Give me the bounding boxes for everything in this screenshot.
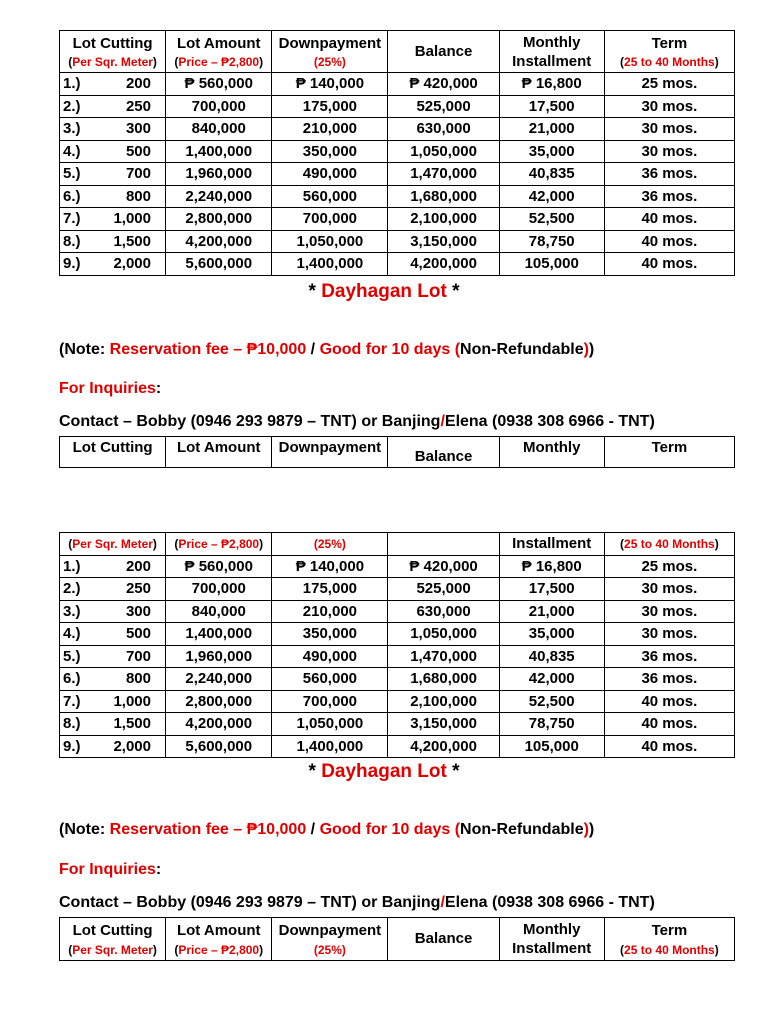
paren: ): [714, 55, 719, 70]
lot-size: 700: [125, 165, 151, 182]
paren: (: [68, 942, 73, 957]
lot-cutting-sub-text: Per Sqr. Meter: [72, 536, 153, 551]
row-number: 6.): [63, 670, 81, 687]
lot-amount-cell: 1,400,000: [166, 623, 272, 646]
inquiries-label-2: [59, 861, 161, 879]
monthly-cell: ₱ 16,800: [499, 73, 604, 96]
term-cell: 40 mos.: [604, 253, 734, 276]
monthly-cell: 42,000: [499, 668, 604, 691]
downpayment-cell: ₱ 140,000: [272, 555, 388, 578]
balance-header: [388, 31, 499, 73]
downpayment-label: Downpayment: [278, 439, 382, 456]
lot-cutting-cell: [60, 735, 166, 758]
lot-amount-header: [166, 918, 272, 961]
monthly-cell: 78,750: [499, 230, 604, 253]
installment-cell: [499, 533, 604, 556]
table-row: [60, 623, 735, 646]
table-row: [60, 735, 735, 758]
lot-amount-label: Lot Amount: [176, 439, 261, 456]
note-open: (Note:: [59, 341, 110, 358]
downpayment-cell: 560,000: [272, 185, 388, 208]
table-row: [60, 140, 735, 163]
paren: (: [174, 55, 179, 70]
lot-cutting-cell: [60, 668, 166, 691]
downpayment-header: [272, 437, 388, 468]
lot-amount-cell: 4,200,000: [166, 230, 272, 253]
term-sub-text: 25 to 40 Months: [624, 536, 715, 551]
monthly-cell: 42,000: [499, 185, 604, 208]
lot-size: 800: [125, 187, 151, 205]
price-table-1: [59, 30, 735, 276]
balance-cell: 525,000: [388, 578, 499, 601]
term-cell: 30 mos.: [604, 600, 734, 623]
paren: ): [714, 536, 719, 551]
monthly-cell: 35,000: [499, 623, 604, 646]
note-slash: /: [306, 821, 320, 838]
lot-cutting-sub-cell: [60, 533, 166, 556]
monthly-cell: 52,500: [499, 690, 604, 713]
lot-size: 2,000: [113, 737, 151, 755]
lot-amount-header: [166, 31, 272, 73]
downpayment-cell: 350,000: [272, 623, 388, 646]
lot-cutting-cell: [60, 713, 166, 736]
lot-amount-sub-text: Price – ₱2,800: [178, 942, 260, 957]
lot-size: 1,500: [113, 232, 151, 250]
lot-size: 300: [125, 602, 151, 620]
monthly-cell: 21,000: [499, 118, 604, 141]
lot-cutting-cell: [60, 140, 166, 163]
term-cell: 30 mos.: [604, 118, 734, 141]
row-number: 5.): [63, 647, 81, 665]
table-row: [60, 163, 735, 186]
lot-cutting-cell: [60, 253, 166, 276]
monthly-cell: 21,000: [499, 600, 604, 623]
contact-slash: /: [440, 894, 445, 911]
downpayment-header: [272, 31, 388, 73]
table-row: [60, 578, 735, 601]
lot-amount-cell: 700,000: [166, 95, 272, 118]
inquiries-text: For Inquiries: [59, 380, 156, 397]
paren: ): [259, 55, 264, 70]
downpayment-label: Downpayment: [278, 922, 382, 940]
row-number: 5.): [63, 165, 81, 182]
contact-part2: Elena (0938 308 6966 - TNT): [444, 894, 655, 911]
downpayment-sub: (25%): [313, 536, 346, 551]
row-number: 4.): [63, 625, 81, 642]
row-number: 2.): [63, 580, 81, 597]
table-row: [60, 555, 735, 578]
table-row: [60, 253, 735, 276]
star: *: [308, 281, 322, 302]
lot-amount-cell: 5,600,000: [166, 253, 272, 276]
reservation-note-1: [59, 341, 594, 359]
note-open: (Note:: [59, 821, 110, 838]
lot-amount-sub-text: Price – ₱2,800: [178, 536, 260, 551]
downpayment-sub: (25%): [313, 55, 346, 70]
lot-size: 700: [125, 647, 151, 665]
table-body: [60, 73, 735, 276]
contact-part1: Contact – Bobby (0946 293 9879 – TNT) or Banjing: [59, 894, 441, 911]
row-number: 1.): [63, 557, 81, 575]
row-number: 7.): [63, 210, 81, 227]
row-number: 8.): [63, 232, 81, 250]
downpayment-cell: 175,000: [272, 578, 388, 601]
paren: (: [620, 55, 625, 70]
lot-size: 500: [125, 142, 151, 160]
dayhagan-lot-title-2: [0, 761, 768, 783]
term-sub-text: 25 to 40 Months: [624, 942, 715, 957]
table-row: [60, 713, 735, 736]
lot-amount-sub-text: Price – ₱2,800: [178, 55, 260, 70]
paren: ): [259, 942, 264, 957]
term-cell: 36 mos.: [604, 645, 734, 668]
lot-amount-sub-cell: [166, 533, 272, 556]
lot-cutting-header: [60, 31, 166, 73]
balance-cell: 1,680,000: [388, 185, 499, 208]
contact-slash: /: [440, 413, 445, 430]
lot-cutting-cell: [60, 73, 166, 96]
lot-cutting-label: Lot Cutting: [72, 34, 153, 52]
monthly-cell: 105,000: [499, 735, 604, 758]
lot-amount-cell: 2,240,000: [166, 185, 272, 208]
balance-label: Balance: [414, 42, 473, 60]
paren: (: [68, 536, 73, 551]
table-row: [60, 118, 735, 141]
monthly-cell: 17,500: [499, 578, 604, 601]
lot-cutting-cell: [60, 95, 166, 118]
lot-cutting-header: [60, 918, 166, 961]
lot-cutting-sub-text: Per Sqr. Meter: [72, 942, 153, 957]
balance-header: [388, 437, 499, 468]
star: *: [446, 761, 460, 782]
term-cell: 30 mos.: [604, 95, 734, 118]
balance-label: Balance: [414, 930, 473, 948]
downpayment-cell: 1,400,000: [272, 253, 388, 276]
term-cell: 36 mos.: [604, 668, 734, 691]
monthly-header: [499, 437, 604, 468]
row-number: 7.): [63, 692, 81, 710]
lot-amount-cell: 1,960,000: [166, 645, 272, 668]
row-number: 8.): [63, 715, 81, 732]
monthly-cell: ₱ 16,800: [499, 555, 604, 578]
note-nonref: Non-Refundable: [460, 821, 584, 838]
star: *: [308, 761, 322, 782]
table-subheader-row: [60, 533, 735, 556]
lot-cutting-cell: [60, 578, 166, 601]
table-header-row: [60, 31, 735, 73]
downpayment-header: [272, 918, 388, 961]
downpayment-cell: 1,400,000: [272, 735, 388, 758]
term-cell: 30 mos.: [604, 578, 734, 601]
row-number: 6.): [63, 187, 81, 205]
downpayment-cell: 490,000: [272, 163, 388, 186]
contact-line-1: [59, 413, 655, 431]
lot-size: 200: [125, 75, 151, 92]
lot-size: 300: [125, 120, 151, 137]
lot-size: 1,000: [113, 692, 151, 710]
balance-cell: 525,000: [388, 95, 499, 118]
lot-cutting-cell: [60, 600, 166, 623]
lot-amount-cell: 5,600,000: [166, 735, 272, 758]
lot-cutting-header: [60, 437, 166, 468]
header-only-table: [59, 436, 735, 468]
inquiries-label-1: [59, 380, 161, 398]
lot-size: 250: [125, 97, 151, 115]
monthly-cell: 78,750: [499, 713, 604, 736]
balance-cell: 1,680,000: [388, 668, 499, 691]
lot-cutting-label: Lot Cutting: [72, 922, 153, 940]
lot-size: 800: [125, 670, 151, 687]
row-number: 9.): [63, 255, 81, 272]
term-cell: 36 mos.: [604, 185, 734, 208]
paren: (: [68, 55, 73, 70]
colon: :: [155, 861, 162, 878]
downpayment-cell: 175,000: [272, 95, 388, 118]
dayhagan-lot-title-1: [0, 281, 768, 303]
header-strip-2: [59, 917, 735, 961]
monthly-cell: 105,000: [499, 253, 604, 276]
downpayment-cell: 1,050,000: [272, 713, 388, 736]
term-cell: 40 mos.: [604, 208, 734, 231]
installment-label: Installment: [512, 940, 592, 957]
paren: (: [620, 536, 625, 551]
lot-cutting-cell: [60, 623, 166, 646]
note-slash: /: [306, 341, 320, 358]
inquiries-text: For Inquiries: [59, 861, 156, 878]
term-cell: 25 mos.: [604, 555, 734, 578]
lot-cutting-sub: [60, 54, 165, 70]
paren: ): [259, 536, 264, 551]
row-number: 9.): [63, 737, 81, 755]
term-label: Term: [651, 439, 688, 456]
title-text: Dayhagan Lot: [321, 281, 447, 302]
term-header: [604, 437, 734, 468]
table-row: [60, 230, 735, 253]
balance-cell: 630,000: [388, 118, 499, 141]
price-table-1-block: [59, 30, 735, 276]
balance-cell: 1,470,000: [388, 163, 499, 186]
note-nonref: Non-Refundable: [460, 341, 584, 358]
monthly-cell: 40,835: [499, 645, 604, 668]
star: *: [446, 281, 460, 302]
balance-cell: 3,150,000: [388, 713, 499, 736]
row-number: 4.): [63, 142, 81, 160]
table-row: [60, 185, 735, 208]
balance-cell: 4,200,000: [388, 735, 499, 758]
term-cell: 40 mos.: [604, 713, 734, 736]
balance-cell: 1,050,000: [388, 623, 499, 646]
lot-cutting-label: Lot Cutting: [72, 439, 153, 456]
row-number: 1.): [63, 75, 81, 92]
term-cell: 25 mos.: [604, 73, 734, 96]
term-cell: 30 mos.: [604, 623, 734, 646]
balance-cell: 1,470,000: [388, 645, 499, 668]
note-good: Good for 10 days: [319, 821, 451, 838]
note-paren: (: [450, 341, 461, 358]
table-row: [60, 690, 735, 713]
downpayment-label: Downpayment: [278, 34, 382, 52]
note-good: Good for 10 days: [319, 341, 451, 358]
term-cell: 30 mos.: [604, 140, 734, 163]
monthly-cell: 17,500: [499, 95, 604, 118]
term-cell: 40 mos.: [604, 230, 734, 253]
downpayment-cell: 350,000: [272, 140, 388, 163]
table-row: [60, 668, 735, 691]
lot-amount-label: Lot Amount: [176, 34, 261, 52]
monthly-cell: 40,835: [499, 163, 604, 186]
term-cell: 36 mos.: [604, 163, 734, 186]
balance-cell: ₱ 420,000: [388, 73, 499, 96]
price-table-2: [59, 532, 735, 758]
downpayment-cell: 490,000: [272, 645, 388, 668]
balance-cell: 630,000: [388, 600, 499, 623]
lot-cutting-cell: [60, 230, 166, 253]
lot-amount-cell: 840,000: [166, 600, 272, 623]
balance-cell: 2,100,000: [388, 690, 499, 713]
lot-cutting-sub-text: Per Sqr. Meter: [72, 55, 153, 70]
monthly-cell: 35,000: [499, 140, 604, 163]
downpayment-cell: 1,050,000: [272, 230, 388, 253]
term-label: Term: [651, 34, 688, 52]
lot-cutting-cell: [60, 185, 166, 208]
term-sub: [605, 54, 734, 70]
monthly-label: Monthly: [522, 439, 581, 456]
balance-cell: 4,200,000: [388, 253, 499, 276]
downpayment-cell: 560,000: [272, 668, 388, 691]
table-body: [60, 555, 735, 758]
colon: :: [155, 380, 162, 397]
lot-amount-cell: ₱ 560,000: [166, 555, 272, 578]
lot-amount-cell: 1,960,000: [166, 163, 272, 186]
row-number: 2.): [63, 97, 81, 115]
lot-amount-cell: ₱ 560,000: [166, 73, 272, 96]
lot-size: 500: [125, 625, 151, 642]
price-table-2-block: [59, 532, 735, 758]
balance-cell: 1,050,000: [388, 140, 499, 163]
title-text: Dayhagan Lot: [321, 761, 447, 782]
table-row: [60, 208, 735, 231]
monthly-label: Monthly: [522, 921, 581, 938]
paren: ): [152, 942, 157, 957]
note-paren: (: [450, 821, 461, 838]
monthly-header: [499, 918, 604, 961]
lot-cutting-cell: [60, 163, 166, 186]
table-row: [60, 95, 735, 118]
downpayment-cell: ₱ 140,000: [272, 73, 388, 96]
paren: ): [152, 536, 157, 551]
downpayment-cell: 210,000: [272, 118, 388, 141]
balance-label: Balance: [414, 447, 473, 465]
term-sub-text: 25 to 40 Months: [624, 55, 715, 70]
note-fee: Reservation fee – ₱10,000: [109, 341, 307, 358]
balance-sub-cell: [388, 533, 499, 556]
downpayment-sub-cell: [272, 533, 388, 556]
lot-amount-label: Lot Amount: [176, 922, 261, 940]
reservation-note-2: [59, 821, 594, 839]
table-row: [60, 645, 735, 668]
lot-size: 2,000: [113, 255, 151, 272]
balance-cell: 2,100,000: [388, 208, 499, 231]
row-number: 3.): [63, 602, 81, 620]
lot-amount-cell: 840,000: [166, 118, 272, 141]
downpayment-cell: 700,000: [272, 690, 388, 713]
term-header: [604, 31, 734, 73]
lot-amount-cell: 4,200,000: [166, 713, 272, 736]
header-table-final: [59, 917, 735, 961]
lot-size: 1,500: [113, 715, 151, 732]
balance-header: [388, 918, 499, 961]
contact-part2: Elena (0938 308 6966 - TNT): [444, 413, 655, 430]
table-row: [60, 600, 735, 623]
term-label: Term: [651, 922, 688, 940]
lot-size: 200: [125, 557, 151, 575]
term-cell: 40 mos.: [604, 690, 734, 713]
monthly-cell: 52,500: [499, 208, 604, 231]
lot-cutting-cell: [60, 645, 166, 668]
downpayment-cell: 700,000: [272, 208, 388, 231]
lot-amount-sub: [166, 54, 271, 70]
lot-amount-header: [166, 437, 272, 468]
note-paren: ): [588, 821, 595, 838]
monthly-header: [499, 31, 604, 73]
note-paren: ): [588, 341, 595, 358]
lot-amount-cell: 700,000: [166, 578, 272, 601]
term-cell: 40 mos.: [604, 735, 734, 758]
table-row: [60, 73, 735, 96]
lot-cutting-cell: [60, 555, 166, 578]
lot-cutting-cell: [60, 118, 166, 141]
term-sub-cell: [604, 533, 734, 556]
lot-amount-cell: 1,400,000: [166, 140, 272, 163]
contact-line-2: [59, 894, 655, 912]
downpayment-cell: 210,000: [272, 600, 388, 623]
lot-cutting-cell: [60, 208, 166, 231]
lot-size: 250: [125, 580, 151, 597]
paren: (: [620, 942, 625, 957]
paren: (: [174, 536, 179, 551]
paren: ): [152, 55, 157, 70]
monthly-label: Monthly: [522, 33, 581, 51]
installment-label: Installment: [512, 52, 592, 70]
lot-amount-cell: 2,800,000: [166, 208, 272, 231]
lot-amount-cell: 2,240,000: [166, 668, 272, 691]
installment-label: Installment: [512, 535, 592, 552]
lot-cutting-cell: [60, 690, 166, 713]
downpayment-sub: (25%): [313, 942, 346, 957]
note-fee: Reservation fee – ₱10,000: [109, 821, 307, 838]
note-paren: ): [583, 821, 589, 838]
balance-cell: ₱ 420,000: [388, 555, 499, 578]
balance-cell: 3,150,000: [388, 230, 499, 253]
term-header: [604, 918, 734, 961]
paren: ): [714, 942, 719, 957]
note-paren: ): [583, 341, 589, 358]
row-number: 3.): [63, 120, 81, 137]
lot-amount-cell: 2,800,000: [166, 690, 272, 713]
contact-part1: Contact – Bobby (0946 293 9879 – TNT) or Banjing: [59, 413, 441, 430]
header-strip-1: [59, 436, 735, 468]
lot-size: 1,000: [113, 210, 151, 227]
paren: (: [174, 942, 179, 957]
